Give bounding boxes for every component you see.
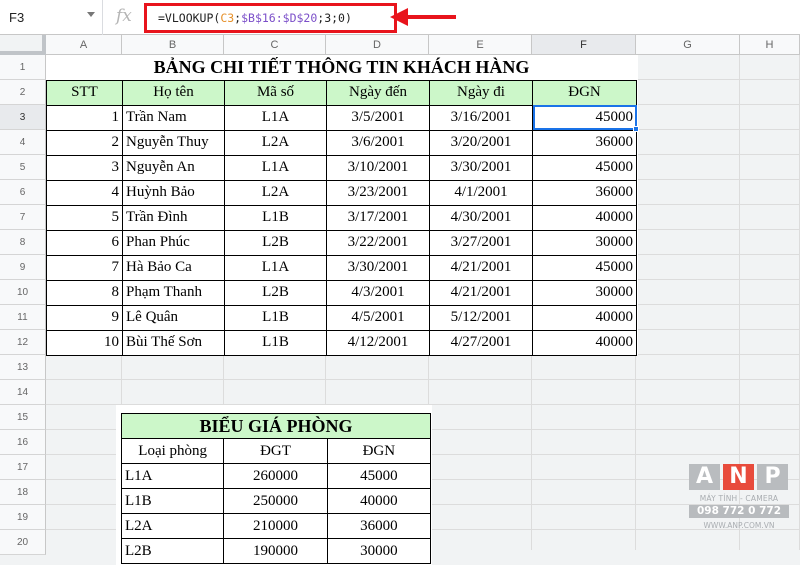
row-header-18[interactable]: 18 <box>0 480 46 505</box>
table-cell[interactable]: 3/17/2001 <box>327 205 430 230</box>
table-cell[interactable]: 3/6/2001 <box>327 130 430 155</box>
table-cell[interactable]: 3/30/2001 <box>430 155 533 180</box>
table-cell[interactable]: 4/5/2001 <box>327 305 430 330</box>
table-cell[interactable]: 3/5/2001 <box>327 105 430 130</box>
table-cell[interactable]: 8 <box>47 280 123 305</box>
table-row <box>47 305 637 330</box>
selected-cell[interactable]: 45000 <box>533 105 637 130</box>
customer-table-title[interactable]: BẢNG CHI TIẾT THÔNG TIN KHÁCH HÀNG <box>47 55 637 80</box>
table-cell[interactable]: Hà Bảo Ca <box>123 255 225 280</box>
table-cell[interactable]: Bùi Thế Sơn <box>123 330 225 355</box>
table-cell[interactable]: Huỳnh Bảo <box>123 180 225 205</box>
row-header-2[interactable]: 2 <box>0 80 46 105</box>
fill-handle[interactable] <box>633 126 639 132</box>
table-cell[interactable]: 190000 <box>224 539 327 564</box>
table-cell[interactable]: 10 <box>47 330 123 355</box>
row-header-6[interactable]: 6 <box>0 180 46 205</box>
table-cell[interactable]: L1A <box>225 105 327 130</box>
formula-token: $B$16:$D$20 <box>241 11 318 25</box>
column-header-f[interactable]: F <box>532 35 636 55</box>
select-all-corner[interactable] <box>0 35 46 55</box>
header-cell[interactable]: ĐGN <box>327 439 430 464</box>
header-cell[interactable]: ĐGN <box>533 80 637 105</box>
column-header-b[interactable]: B <box>122 35 224 55</box>
formula-bar <box>0 0 800 35</box>
row-header-8[interactable]: 8 <box>0 230 46 255</box>
row-header-12[interactable]: 12 <box>0 330 46 355</box>
table-cell[interactable]: Trần Nam <box>123 105 225 130</box>
table-cell[interactable]: 4/27/2001 <box>430 330 533 355</box>
column-headers <box>46 35 800 55</box>
formula-input[interactable] <box>144 3 397 33</box>
table-row <box>122 489 431 514</box>
table-row <box>47 105 637 130</box>
anp-logo <box>689 464 789 544</box>
table-cell[interactable]: Phạm Thanh <box>123 280 225 305</box>
row-headers <box>0 55 46 550</box>
table-cell[interactable]: 45000 <box>533 255 637 280</box>
table-cell[interactable]: 45000 <box>327 464 430 489</box>
table-cell[interactable]: 40000 <box>533 305 637 330</box>
chevron-down-icon[interactable] <box>87 12 95 17</box>
column-header-a[interactable]: A <box>46 35 122 55</box>
header-cell[interactable]: Loại phòng <box>122 439 224 464</box>
table-cell[interactable]: L1B <box>122 489 224 514</box>
row-header-20[interactable]: 20 <box>0 530 46 555</box>
table-row <box>47 230 637 255</box>
table-row <box>47 205 637 230</box>
row-header-11[interactable]: 11 <box>0 305 46 330</box>
table-cell[interactable]: 4/12/2001 <box>327 330 430 355</box>
logo-url: WWW.ANP.COM.VN <box>703 521 775 530</box>
table-cell[interactable]: 30000 <box>533 280 637 305</box>
header-cell[interactable]: ĐGT <box>224 439 327 464</box>
table-cell[interactable]: L2A <box>225 130 327 155</box>
logo-tagline: MÁY TÍNH - CAMERA <box>699 494 779 503</box>
table-cell[interactable]: Trần Đình <box>123 205 225 230</box>
table-cell[interactable]: 4/1/2001 <box>430 180 533 205</box>
table-cell[interactable]: Phan Phúc <box>123 230 225 255</box>
table-row <box>47 255 637 280</box>
table-cell[interactable]: 3 <box>47 155 123 180</box>
name-box-value[interactable]: F3 <box>9 10 25 25</box>
price-table <box>116 405 432 565</box>
table-cell[interactable]: 250000 <box>224 489 327 514</box>
table-cell[interactable]: L1B <box>225 330 327 355</box>
table-cell[interactable]: 3/22/2001 <box>327 230 430 255</box>
column-header-c[interactable]: C <box>224 35 326 55</box>
name-box[interactable] <box>0 0 103 35</box>
function-icon: fx <box>116 6 132 26</box>
table-cell[interactable]: 4/30/2001 <box>430 205 533 230</box>
header-cell[interactable]: STT <box>47 80 123 105</box>
spreadsheet-grid <box>0 35 800 559</box>
customer-table <box>46 55 638 355</box>
table-cell[interactable]: 36000 <box>533 130 637 155</box>
logo-phone: 098 772 0 772 <box>689 505 789 518</box>
table-cell[interactable]: 3/16/2001 <box>430 105 533 130</box>
table-cell[interactable]: 1 <box>47 105 123 130</box>
table-row <box>47 330 637 355</box>
table-cell[interactable]: 3/30/2001 <box>327 255 430 280</box>
table-row <box>47 280 637 305</box>
row-header-9[interactable]: 9 <box>0 255 46 280</box>
table-cell[interactable]: L2B <box>225 280 327 305</box>
formula-token: =VLOOKUP( <box>158 11 221 25</box>
arrow-left-icon <box>388 6 458 28</box>
table-cell[interactable]: 260000 <box>224 464 327 489</box>
table-cell[interactable]: 3/27/2001 <box>430 230 533 255</box>
table-cell[interactable]: 40000 <box>327 489 430 514</box>
table-cell[interactable]: 3/10/2001 <box>327 155 430 180</box>
table-row <box>122 514 431 539</box>
header-cell[interactable]: Ngày đến <box>327 80 430 105</box>
table-cell[interactable]: L2B <box>122 539 224 564</box>
table-cell[interactable]: 5/12/2001 <box>430 305 533 330</box>
table-cell[interactable]: 40000 <box>533 205 637 230</box>
row-header-3[interactable]: 3 <box>0 105 46 130</box>
formula-text[interactable] <box>158 11 352 25</box>
header-cell[interactable]: Họ tên <box>123 80 225 105</box>
row-header-13[interactable]: 13 <box>0 355 46 380</box>
logo-letter-a: A <box>689 464 720 490</box>
formula-token: ; <box>234 11 242 25</box>
row-header-19[interactable]: 19 <box>0 505 46 530</box>
table-cell[interactable]: 30000 <box>327 539 430 564</box>
row-header-10[interactable]: 10 <box>0 280 46 305</box>
table-cell[interactable]: L1B <box>225 205 327 230</box>
row-header-5[interactable]: 5 <box>0 155 46 180</box>
table-cell[interactable]: 40000 <box>533 330 637 355</box>
row-header-1[interactable]: 1 <box>0 55 46 80</box>
price-table-title[interactable]: BIỂU GIÁ PHÒNG <box>122 414 431 439</box>
table-cell[interactable]: 4/3/2001 <box>327 280 430 305</box>
logo-letter-p: P <box>757 464 788 490</box>
table-cell[interactable]: 6 <box>47 230 123 255</box>
table-cell[interactable]: L1B <box>225 305 327 330</box>
table-cell[interactable]: 4/21/2001 <box>430 280 533 305</box>
table-cell[interactable]: L1A <box>225 155 327 180</box>
table-row <box>122 539 431 564</box>
table-cell[interactable]: 36000 <box>327 514 430 539</box>
column-header-d[interactable]: D <box>326 35 429 55</box>
table-cell[interactable]: L2A <box>225 180 327 205</box>
cell-area[interactable] <box>46 55 800 559</box>
table-cell[interactable]: 3/20/2001 <box>430 130 533 155</box>
table-cell[interactable]: Nguyễn An <box>123 155 225 180</box>
table-cell[interactable]: 7 <box>47 255 123 280</box>
table-cell[interactable]: 4/21/2001 <box>430 255 533 280</box>
table-cell[interactable]: Nguyễn Thuy <box>123 130 225 155</box>
column-header-e[interactable]: E <box>429 35 532 55</box>
formula-token: C3 <box>220 11 235 25</box>
row-header-17[interactable]: 17 <box>0 455 46 480</box>
table-cell[interactable]: Lê Quân <box>123 305 225 330</box>
table-cell[interactable]: 2 <box>47 130 123 155</box>
table-row <box>47 130 637 155</box>
table-cell[interactable]: 36000 <box>533 180 637 205</box>
table-cell[interactable]: 45000 <box>533 155 637 180</box>
header-cell[interactable]: Ngày đi <box>430 80 533 105</box>
table-cell[interactable]: L1A <box>225 255 327 280</box>
table-cell[interactable]: 30000 <box>533 230 637 255</box>
table-cell[interactable]: 3/23/2001 <box>327 180 430 205</box>
table-cell[interactable]: L1A <box>122 464 224 489</box>
header-cell[interactable]: Mã số <box>225 80 327 105</box>
row-header-15[interactable]: 15 <box>0 405 46 430</box>
table-row <box>47 155 637 180</box>
table-cell[interactable]: 210000 <box>224 514 327 539</box>
table-cell[interactable]: L2B <box>225 230 327 255</box>
formula-token: ;3;0) <box>317 11 352 25</box>
row-header-4[interactable]: 4 <box>0 130 46 155</box>
table-cell[interactable]: 9 <box>47 305 123 330</box>
row-header-14[interactable]: 14 <box>0 380 46 405</box>
row-header-7[interactable]: 7 <box>0 205 46 230</box>
table-row <box>122 464 431 489</box>
table-cell[interactable]: 4 <box>47 180 123 205</box>
row-header-16[interactable]: 16 <box>0 430 46 455</box>
table-cell[interactable]: 5 <box>47 205 123 230</box>
column-header-g[interactable]: G <box>636 35 740 55</box>
column-header-h[interactable]: H <box>740 35 800 55</box>
logo-letter-n: N <box>723 464 754 490</box>
table-cell[interactable]: L2A <box>122 514 224 539</box>
table-row <box>47 180 637 205</box>
